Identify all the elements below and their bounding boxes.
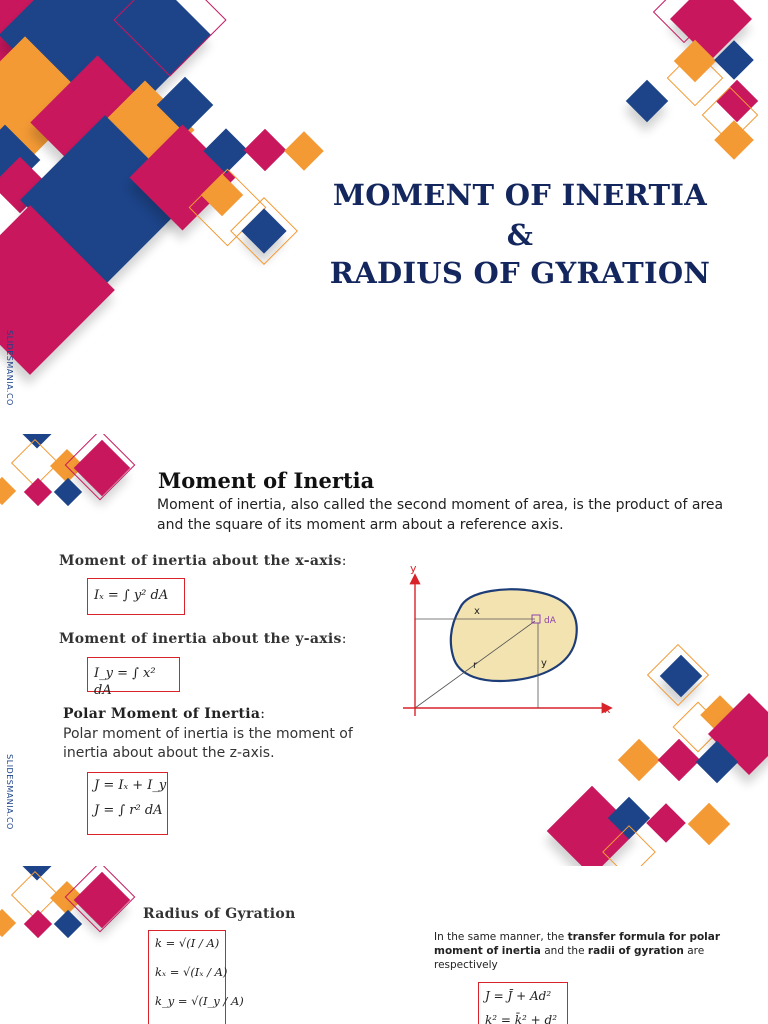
radius-formula-1: k = √(I / A) xyxy=(155,936,220,950)
moment-of-inertia-slide xyxy=(0,434,768,866)
decorative-squares-top-left xyxy=(0,0,340,360)
section-heading: Moment of Inertia xyxy=(158,468,375,493)
title-ampersand: & xyxy=(506,218,534,252)
transfer-text: In the same manner, the transfer formula for polar moment of inertia and the radii of gyration are respectively xyxy=(434,931,721,971)
decorative-squares-left xyxy=(0,434,140,514)
radius-formulas xyxy=(148,930,244,1024)
polar-formula xyxy=(87,772,168,835)
title-line-2: RADIUS OF GYRATION xyxy=(329,256,711,290)
transfer-formula-1: J = J̄ + Ad² xyxy=(485,989,552,1003)
diagram-y-dim-label: y xyxy=(541,658,547,669)
y-axis-label: Moment of inertia about the y-axis: xyxy=(59,631,347,647)
diagram-dA-label: dA xyxy=(544,616,556,626)
radius-formula-2: kₓ = √(Iₓ / A) xyxy=(155,964,228,979)
x-axis-formula: Iₓ = ∫ y² dA xyxy=(87,578,185,615)
diagram-y-axis-label: y xyxy=(410,562,417,575)
title-line-1: MOMENT OF INERTIA xyxy=(332,178,708,212)
radius-of-gyration-slide xyxy=(0,866,768,1024)
side-credit: SLIDESMANIA.CO xyxy=(5,330,14,406)
intro-text: Moment of inertia, also called the second moment of area, is the product of area and the square of its moment arm about a reference axis. xyxy=(157,497,724,533)
polar-text: Polar moment of inertia is the moment of inertia about about the z-axis. xyxy=(63,726,353,761)
polar-formula-line-2: J = ∫ r² dA xyxy=(94,802,163,818)
diagram-r-label: r xyxy=(473,660,478,671)
radius-formula-3: k_y = √(I_y / A) xyxy=(155,993,244,1008)
x-axis-label: Moment of inertia about the x-axis: xyxy=(59,553,347,569)
decorative-squares-top-right xyxy=(610,0,768,170)
radius-label: Radius of Gyration xyxy=(143,906,296,922)
transfer-formulas xyxy=(478,982,568,1024)
area-shape xyxy=(451,589,577,681)
transfer-formula-2: k² = k̄² + d² xyxy=(485,1012,558,1024)
side-credit: SLIDESMANIA.CO xyxy=(5,754,14,830)
polar-formula-line-1: J = Iₓ + I_y xyxy=(94,778,167,793)
polar-label: Polar Moment of Inertia: xyxy=(63,706,266,722)
diagram-x-dim-label: x xyxy=(474,606,480,617)
y-axis-formula: I_y = ∫ x² dA xyxy=(87,657,180,692)
title-slide xyxy=(0,0,768,434)
moment-of-inertia-diagram xyxy=(398,558,620,724)
decorative-squares-left xyxy=(0,866,140,946)
diagram-x-axis-label: x xyxy=(604,703,611,716)
